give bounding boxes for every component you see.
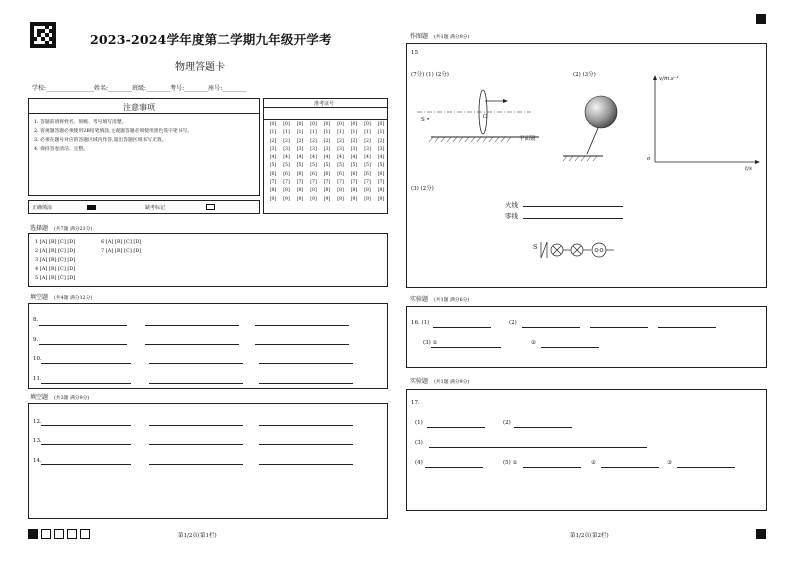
page-subtitle: 物理答题卡 (175, 62, 225, 73)
exam-digit-option[interactable]: [2] (364, 138, 371, 144)
page-marker-box (67, 529, 77, 539)
q15-part1: (7分) (1) (2分) (411, 72, 449, 78)
exam-digit-option[interactable]: [0] (364, 122, 371, 127)
exam-digit-option[interactable]: [1] (296, 130, 304, 136)
alignment-mark (28, 529, 38, 539)
page-title: 2023-2024学年度第二学期九年级开学考 (90, 32, 332, 47)
q15-number: 15 (411, 50, 418, 56)
exam-digit-option[interactable]: [9] (364, 196, 371, 202)
choice-row[interactable]: 6 [A] [B] [C] [D] (101, 239, 142, 245)
exam-digit-option[interactable]: [9] (296, 196, 304, 202)
exam-digit-option[interactable]: [4] (283, 155, 290, 161)
exam-digit-column[interactable] (321, 121, 333, 204)
exam-digit-option[interactable]: [0] (310, 122, 317, 127)
exam-digit-option[interactable]: [2] (310, 138, 317, 144)
exam-digit-option[interactable]: [1] (323, 130, 331, 136)
missing-mark-label: 缺考标记 (145, 205, 166, 211)
mirror-label: 平面镜 (519, 136, 536, 142)
q17-part5b-label: ② (591, 460, 596, 466)
exam-digit-option[interactable]: [9] (269, 196, 277, 202)
q17-part2-label: (2) (503, 420, 511, 426)
neutral-wire (523, 218, 623, 219)
exam-digit-option[interactable]: [6] (283, 171, 290, 177)
exp2-title-text: 实验题 (410, 378, 429, 385)
exam-digit-option[interactable]: [6] (310, 171, 317, 177)
qr-code (30, 22, 56, 48)
ball-diagram (547, 84, 627, 164)
y-axis-label: v/m.s⁻¹ (659, 76, 679, 82)
q11-blank[interactable] (149, 383, 243, 384)
exam-digit-option[interactable]: [3] (337, 146, 344, 152)
fill2-note: (共3题 满分9分) (53, 396, 90, 401)
q9-blank[interactable] (145, 344, 239, 345)
choice-row[interactable]: 2 [A] [B] [C] [D] (35, 248, 76, 254)
missing-mark-checkbox[interactable] (206, 204, 215, 210)
q10-blank[interactable] (149, 363, 243, 364)
exam-digit-column[interactable] (308, 121, 320, 204)
fill2-title-text: 填空题 (30, 394, 49, 401)
fill1-box (28, 303, 388, 389)
q16-part2-blank[interactable] (658, 327, 716, 328)
exam-digit-option[interactable]: [7] (283, 180, 290, 186)
circuit-diagram (539, 238, 639, 262)
exam-digit-option[interactable]: [6] (350, 171, 358, 177)
exam-digit-option[interactable]: [5] (364, 163, 371, 169)
exp2-box (406, 389, 767, 511)
exam-digit-option[interactable]: [7] (364, 180, 371, 186)
exam-digit-option[interactable]: [4] (364, 155, 371, 161)
exam-digit-option[interactable]: [3] (269, 146, 277, 152)
q17-part5b-blank[interactable] (601, 467, 659, 468)
q17-part5-label: (5) ① (503, 460, 518, 466)
q17-part1-label: (1) (415, 420, 423, 426)
source-s-label: S • (421, 117, 430, 123)
q17-part5c-label: ③ (667, 460, 672, 466)
x-axis-label: t/s (745, 166, 752, 172)
live-wire-label: 火线 (505, 201, 518, 209)
fill2-title (30, 392, 89, 401)
exam-digit-option[interactable]: [1] (283, 130, 290, 136)
exam-digit-option[interactable]: [6] (364, 171, 371, 177)
exam-digit-option[interactable]: [0] (377, 122, 385, 127)
q12-blank[interactable] (149, 425, 243, 426)
exam-digit-option[interactable]: [3] (296, 146, 304, 152)
q12-label: 12. (33, 419, 42, 425)
q9-label: 9. (33, 337, 39, 343)
exam-digit-column[interactable] (267, 121, 279, 204)
q8-label: 8. (33, 317, 39, 323)
exam-digit-option[interactable]: [6] (323, 171, 331, 177)
q14-blank[interactable] (41, 464, 131, 465)
q10-blank[interactable] (259, 363, 353, 364)
q16-part3-blank[interactable] (431, 347, 501, 348)
notice-box (28, 98, 260, 196)
neutral-wire-label: 零线 (505, 212, 518, 220)
exam-digit-option[interactable]: [2] (283, 138, 290, 144)
exam-digit-option[interactable]: [6] (296, 171, 304, 177)
exam-digit-option[interactable]: [8] (364, 188, 371, 194)
exp1-note: (共1题 满分6分) (433, 298, 470, 303)
choice-note: (共7题 满分21分) (53, 227, 93, 232)
alignment-mark (756, 14, 766, 24)
exam-digit-option[interactable]: [4] (323, 155, 331, 161)
vt-axes (643, 70, 763, 180)
exam-digit-option[interactable]: [2] (296, 138, 304, 144)
notice-item: 3. 必须在题号对应的答题区域内作答,超出答题区域书写无效。 (34, 138, 167, 143)
notice-title: 注意事项 (123, 103, 155, 112)
q15-part2: (2) (3分) (573, 72, 596, 78)
exam-digit-option[interactable]: [4] (310, 155, 317, 161)
drawing-title-text: 作图题 (410, 33, 429, 40)
correct-fill-sample (87, 205, 96, 210)
notice-item: 4. 保持答卷清洁、完整。 (34, 147, 89, 152)
q12-blank[interactable] (259, 425, 353, 426)
exam-digit-option[interactable]: [7] (296, 180, 304, 186)
alignment-mark (756, 529, 766, 539)
exam-digit-option[interactable]: [9] (350, 196, 358, 202)
exam-digit-option[interactable]: [6] (337, 171, 344, 177)
q8-blank[interactable] (145, 325, 239, 326)
choice-row[interactable]: 7 [A] [B] [C] [D] (101, 248, 142, 254)
exp1-title (410, 294, 469, 303)
exam-digit-option[interactable]: [7] (350, 180, 358, 186)
fill1-title-text: 填空题 (30, 294, 49, 301)
fill1-title (30, 292, 92, 301)
q17-part4-blank[interactable] (425, 467, 483, 468)
page-marker-box (54, 529, 64, 539)
page-marker-box (41, 529, 51, 539)
notice-item: 2. 客观题答题必须使用2B铅笔填涂,主观题答题必须使用黑色签字笔书写。 (34, 129, 193, 134)
q16-part2-blank[interactable] (590, 327, 648, 328)
q9-blank[interactable] (39, 344, 127, 345)
exam-digit-option[interactable]: [9] (283, 196, 290, 202)
exam-digit-option[interactable]: [8] (350, 188, 358, 194)
correct-fill-label: 正确填涂 (32, 205, 53, 211)
q11-blank[interactable] (259, 383, 353, 384)
switch-label: S (533, 243, 538, 251)
q16-part1-blank[interactable] (433, 327, 491, 328)
choice-box (28, 233, 388, 287)
q17-part4-label: (4) (415, 460, 423, 466)
exam-digit-option[interactable]: [1] (350, 130, 358, 136)
exam-digit-column[interactable] (294, 121, 306, 204)
exam-digit-option[interactable]: [1] (364, 130, 371, 136)
exam-digit-option[interactable]: [5] (323, 163, 331, 169)
exam-digit-option[interactable]: [5] (269, 163, 277, 169)
exam-digit-option[interactable]: [4] (337, 155, 344, 161)
exam-digit-option[interactable]: [3] (323, 146, 331, 152)
q16-part3b-label: ② (531, 340, 536, 346)
origin-label: o (647, 156, 651, 162)
q11-label: 11. (33, 376, 42, 382)
live-wire (523, 206, 623, 207)
q17-part3-label: (3) (415, 440, 423, 446)
q11-blank[interactable] (41, 383, 131, 384)
choice-row[interactable]: 4 [A] [B] [C] [D] (35, 266, 76, 272)
exam-digit-option[interactable]: [3] (350, 146, 358, 152)
q17-part1-blank[interactable] (427, 427, 485, 428)
exam-digit-option[interactable]: [8] (283, 188, 290, 194)
q10-blank[interactable] (41, 363, 131, 364)
drawing-title (410, 31, 469, 40)
exam-number-label: 准考证号 (314, 101, 335, 107)
choice-title-text: 选择题 (30, 225, 49, 232)
exam-digit-option[interactable]: [7] (269, 180, 277, 186)
exp2-title (410, 376, 469, 385)
student-info-line: 学校:________________姓名:________班级:________考号:________座号:________ (32, 85, 247, 92)
choice-title (30, 223, 92, 232)
q17-number: 17. (411, 400, 420, 406)
exam-digit-option[interactable]: [0] (337, 122, 344, 127)
exam-digit-option[interactable]: [0] (296, 122, 304, 127)
exam-digit-option[interactable]: [1] (310, 130, 317, 136)
exam-digit-option[interactable]: [8] (337, 188, 344, 194)
q8-blank[interactable] (39, 325, 127, 326)
exam-digit-option[interactable]: [3] (283, 146, 290, 152)
q13-blank[interactable] (259, 444, 353, 445)
q14-blank[interactable] (259, 464, 353, 465)
exam-digit-option[interactable]: [7] (337, 180, 344, 186)
exam-digit-option[interactable]: [3] (364, 146, 371, 152)
exam-digit-option[interactable]: [8] (323, 188, 331, 194)
q17-part5-blank[interactable] (523, 467, 581, 468)
exam-digit-option[interactable]: [2] (350, 138, 358, 144)
exam-digit-option[interactable]: [4] (350, 155, 358, 161)
exam-digit-option[interactable]: [5] (377, 163, 385, 169)
exam-digit-column[interactable] (375, 121, 387, 204)
q16-part3b-blank[interactable] (541, 347, 599, 348)
exam-digit-option[interactable]: [0] (269, 122, 277, 127)
exam-number-box (263, 98, 388, 214)
exam-digit-option[interactable]: [4] (296, 155, 304, 161)
exam-digit-option[interactable]: [6] (377, 171, 385, 177)
exam-digit-option[interactable]: [2] (377, 138, 385, 144)
choice-row[interactable]: 5 [A] [B] [C] [D] (35, 275, 76, 281)
exam-digit-option[interactable]: [0] (323, 122, 331, 127)
q17-part2-blank[interactable] (514, 427, 572, 428)
lens-center-label: O (483, 114, 488, 120)
choice-row[interactable]: 3 [A] [B] [C] [D] (35, 257, 76, 263)
exam-digit-option[interactable]: [3] (310, 146, 317, 152)
exam-digit-option[interactable]: [5] (337, 163, 344, 169)
q13-label: 13. (33, 438, 42, 444)
exam-digit-option[interactable]: [7] (323, 180, 331, 186)
exam-digit-option[interactable]: [1] (377, 130, 385, 136)
exam-digit-option[interactable]: [9] (310, 196, 317, 202)
q16-part2-blank[interactable] (522, 327, 580, 328)
drawing-box (406, 43, 767, 288)
page-number-left: 第1/2页(第1栏) (178, 533, 217, 539)
exam-digit-option[interactable]: [2] (323, 138, 331, 144)
q16-part1-label: 16. (1) (411, 320, 430, 326)
exam-digit-option[interactable]: [5] (296, 163, 304, 169)
q16-part2-label: (2) (509, 320, 517, 326)
exam-digit-option[interactable]: [7] (377, 180, 385, 186)
q15-part3: (3) (2分) (411, 186, 434, 192)
q16-part3-label: (3) ① (423, 340, 438, 346)
exam-digit-column[interactable] (281, 121, 293, 204)
exam-digit-option[interactable]: [4] (377, 155, 385, 161)
exam-digit-option[interactable]: [9] (323, 196, 331, 202)
exam-digit-option[interactable]: [5] (283, 163, 290, 169)
exp2-note: (共1题 满分9分) (433, 380, 470, 385)
q14-blank[interactable] (149, 464, 243, 465)
exam-digit-option[interactable]: [2] (337, 138, 344, 144)
exam-digit-option[interactable]: [0] (283, 122, 290, 127)
fill1-note: (共4题 满分12分) (53, 296, 93, 301)
exam-digit-column[interactable] (348, 121, 360, 204)
page-number-right: 第1/2页(第2栏) (570, 533, 609, 539)
exam-digit-option[interactable]: [8] (296, 188, 304, 194)
q12-blank[interactable] (41, 425, 131, 426)
q17-part5c-blank[interactable] (677, 467, 735, 468)
notice-item: 1. 答题前请将姓名、班级、考号填写清楚。 (34, 120, 127, 125)
exam-digit-option[interactable]: [7] (310, 180, 317, 186)
exam-digit-column[interactable] (335, 121, 347, 204)
q13-blank[interactable] (149, 444, 243, 445)
q9-blank[interactable] (255, 344, 349, 345)
fill-sample-box (28, 200, 260, 214)
q8-blank[interactable] (255, 325, 349, 326)
exam-digit-option[interactable]: [8] (310, 188, 317, 194)
fill2-box (28, 403, 388, 519)
exp1-box (406, 306, 767, 368)
q14-label: 14. (33, 458, 42, 464)
exam-digit-option[interactable]: [0] (350, 122, 358, 127)
exam-digit-option[interactable]: [6] (269, 171, 277, 177)
exam-digit-option[interactable]: [3] (377, 146, 385, 152)
q17-part3-blank[interactable] (429, 447, 647, 448)
q10-label: 10. (33, 356, 42, 362)
exam-digit-option[interactable]: [1] (337, 130, 344, 136)
exam-digit-option[interactable]: [5] (310, 163, 317, 169)
exp1-title-text: 实验题 (410, 296, 429, 303)
exam-digit-option[interactable]: [9] (377, 196, 385, 202)
page-marker-box (80, 529, 90, 539)
exam-digit-option[interactable]: [2] (269, 138, 277, 144)
exam-digit-option[interactable]: [8] (269, 188, 277, 194)
exam-digit-option[interactable]: [5] (350, 163, 358, 169)
exam-digit-option[interactable]: [1] (269, 130, 277, 136)
q13-blank[interactable] (41, 444, 131, 445)
exam-digit-option[interactable]: [8] (377, 188, 385, 194)
choice-row[interactable]: 1 [A] [B] [C] [D] (35, 239, 76, 245)
exam-digit-column[interactable] (362, 121, 374, 204)
exam-digit-option[interactable]: [4] (269, 155, 277, 161)
drawing-note: (共1题 满分9分) (433, 35, 470, 40)
exam-digit-option[interactable]: [9] (337, 196, 344, 202)
